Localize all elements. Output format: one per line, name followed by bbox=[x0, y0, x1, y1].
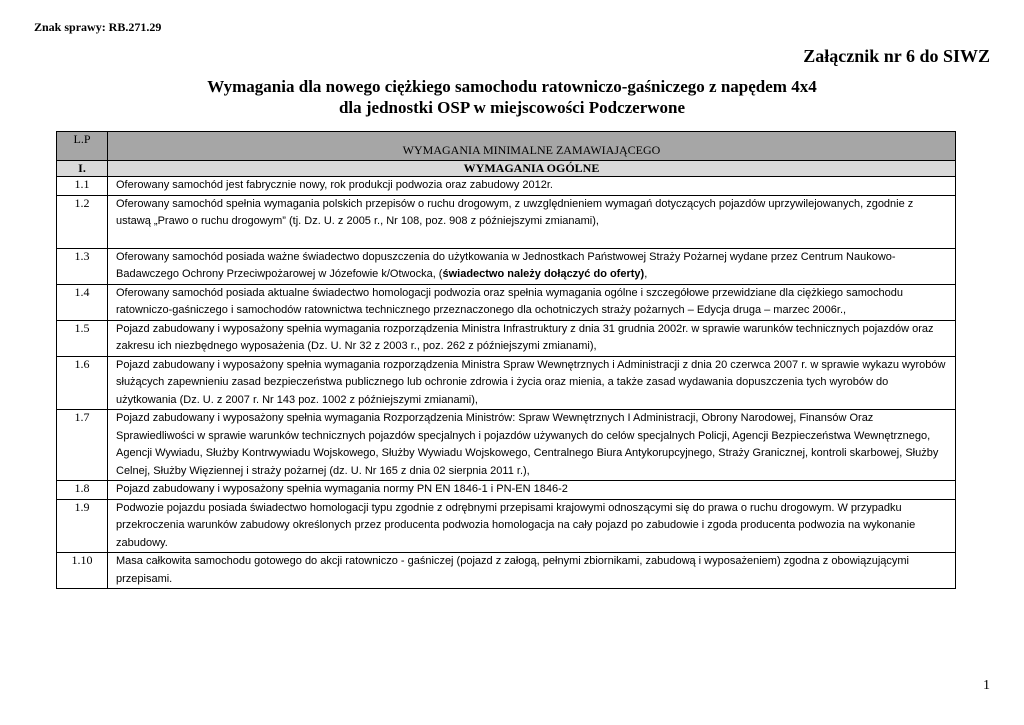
row-text: Pojazd zabudowany i wyposażony spełnia wymagania normy PN EN 1846-1 i PN-EN 1846-2 bbox=[108, 481, 956, 500]
row-text-content: Oferowany samochód spełnia wymagania polskich przepisów o ruchu drogowym, z uwzględnieniem wymagań dotyczących pojazdów uprzywilejowanych, zgodnie z ustawą „Prawo o ruchu drogowym” (tj. Dz. U. z 2005 r., Nr 108, poz. 908 z późniejszymi zmianami), bbox=[116, 197, 914, 227]
column-header-requirements: WYMAGANIA MINIMALNE ZAMAWIAJĄCEGO bbox=[108, 132, 956, 161]
table-header-row bbox=[57, 132, 956, 161]
row-text: Pojazd zabudowany i wyposażony spełnia wymagania Rozporządzenia Ministrów: Spraw Wewnętrznych I Administracji, Obrony Narodowej, Finansów Oraz Sprawiedliwości w sprawie warunków technicznych pojazdów specjalnych i pojazdów używanych do celów specjalnych Policji, Agencji Bezpieczeństwa Wewnętrznego, Agencji Wywiadu, Służby Kontrwywiadu Wojskowego, Służby Wywiadu Wojskowego, Centralnego Biura Antykorupcyjnego, Straży Granicznej, kontroli skarbowej, Służby Celnej, Służby Więziennej i straży pożarnej (dz. U. Nr 165 z dnia 02 sierpnia 2011 r.), bbox=[108, 410, 956, 481]
table-row bbox=[57, 248, 956, 284]
table-row bbox=[57, 499, 956, 553]
row-text-part-c: , bbox=[644, 268, 648, 280]
row-text: Pojazd zabudowany i wyposażony spełnia wymagania rozporządzenia Ministra Infrastruktury z dnia 31 grudnia 2002r. w sprawie warunków technicznych pojazdów oraz zakresu ich niezbędnego wyposażenia (Dz. U. Nr 32 z 2003 r., poz. 262 z późniejszymi zmianami), bbox=[108, 320, 956, 356]
table-row bbox=[57, 410, 956, 481]
section-title: WYMAGANIA OGÓLNE bbox=[108, 161, 956, 177]
table-row bbox=[57, 320, 956, 356]
row-number: 1.5 bbox=[57, 320, 108, 356]
row-text: Pojazd zabudowany i wyposażony spełnia wymagania rozporządzenia Ministra Spraw Wewnętrznych i Administracji z dnia 20 czerwca 2007 r. w sprawie wykazu wyrobów służących zapewnieniu zasad bezpieczeństwa publicznego lub ochronie zdrowia i życia oraz mienia, a także zasad wydawania dopuszczenia tych wyrobów do użytkowania (Dz. U. z 2007 r. Nr 143 poz. 1002 z późniejszymi zmianami), bbox=[108, 356, 956, 410]
table-row bbox=[57, 195, 956, 248]
row-number: 1.3 bbox=[57, 248, 108, 284]
row-text-part-a: Oferowany samochód posiada ważne świadectwo dopuszczenia do użytkowania w Jednostkach Państwowej Straży Pożarnej wydane przez Centrum Naukowo-Badawczego Ochrony Przeciwpożarowej w Józefowie k/Otwocka, ( bbox=[116, 250, 896, 280]
table-row bbox=[57, 356, 956, 410]
row-text: Oferowany samochód jest fabrycznie nowy, rok produkcji podwozia oraz zabudowy 2012r. bbox=[108, 177, 956, 196]
document-title bbox=[0, 76, 1024, 118]
row-text-content: Masa całkowita samochodu gotowego do akcji ratowniczo - gaśniczej (pojazd z załogą, pełnymi zbiornikami, zabudową i wyposażeniem) zgodna z obowiązującymi przepisami. bbox=[116, 555, 910, 585]
row-number: 1.7 bbox=[57, 410, 108, 481]
column-header-lp: L.P bbox=[57, 132, 108, 161]
table-row bbox=[57, 177, 956, 196]
row-text: Podwozie pojazdu posiada świadectwo homologacji typu zgodnie z odrębnymi przepisami krajowymi odnoszącymi się do prawa o ruchu drogowym. W przypadku przekroczenia warunków zabudowy określonych przez producenta podwozia homologacja na cały pojazd po zabudowie i zgoda producenta podwozia na wykonanie zabudowy. bbox=[108, 499, 956, 553]
case-reference: Znak sprawy: RB.271.29 bbox=[34, 20, 162, 34]
table-row bbox=[57, 284, 956, 320]
row-number: 1.6 bbox=[57, 356, 108, 410]
attachment-label: Załącznik nr 6 do SIWZ bbox=[803, 46, 990, 66]
page-number: 1 bbox=[983, 678, 990, 693]
section-number: I. bbox=[57, 161, 108, 177]
title-line-1: Wymagania dla nowego ciężkiego samochodu ratowniczo-gaśniczego z napędem 4x4 bbox=[207, 77, 817, 96]
row-number: 1.10 bbox=[57, 553, 108, 589]
row-number: 1.1 bbox=[57, 177, 108, 196]
row-text bbox=[108, 553, 956, 589]
row-text bbox=[108, 195, 956, 248]
row-number: 1.9 bbox=[57, 499, 108, 553]
row-number: 1.2 bbox=[57, 195, 108, 248]
requirements-table bbox=[56, 131, 956, 589]
title-line-2: dla jednostki OSP w miejscowości Podczerwone bbox=[338, 98, 686, 117]
row-text bbox=[108, 248, 956, 284]
table-row bbox=[57, 481, 956, 500]
row-number: 1.4 bbox=[57, 284, 108, 320]
row-number: 1.8 bbox=[57, 481, 108, 500]
section-row bbox=[57, 161, 956, 177]
table-row bbox=[57, 553, 956, 589]
row-text-bold: świadectwo należy dołączyć do oferty) bbox=[442, 268, 645, 280]
row-text: Oferowany samochód posiada aktualne świadectwo homologacji podwozia oraz spełnia wymagania ogólne i szczegółowe przewidziane dla ciężkiego samochodu ratowniczo-gaśniczego i samochodów ratownictwa technicznego przeznaczonego dla ochotniczych straży pożarnych – Edycja druga – marzec 2006r., bbox=[108, 284, 956, 320]
